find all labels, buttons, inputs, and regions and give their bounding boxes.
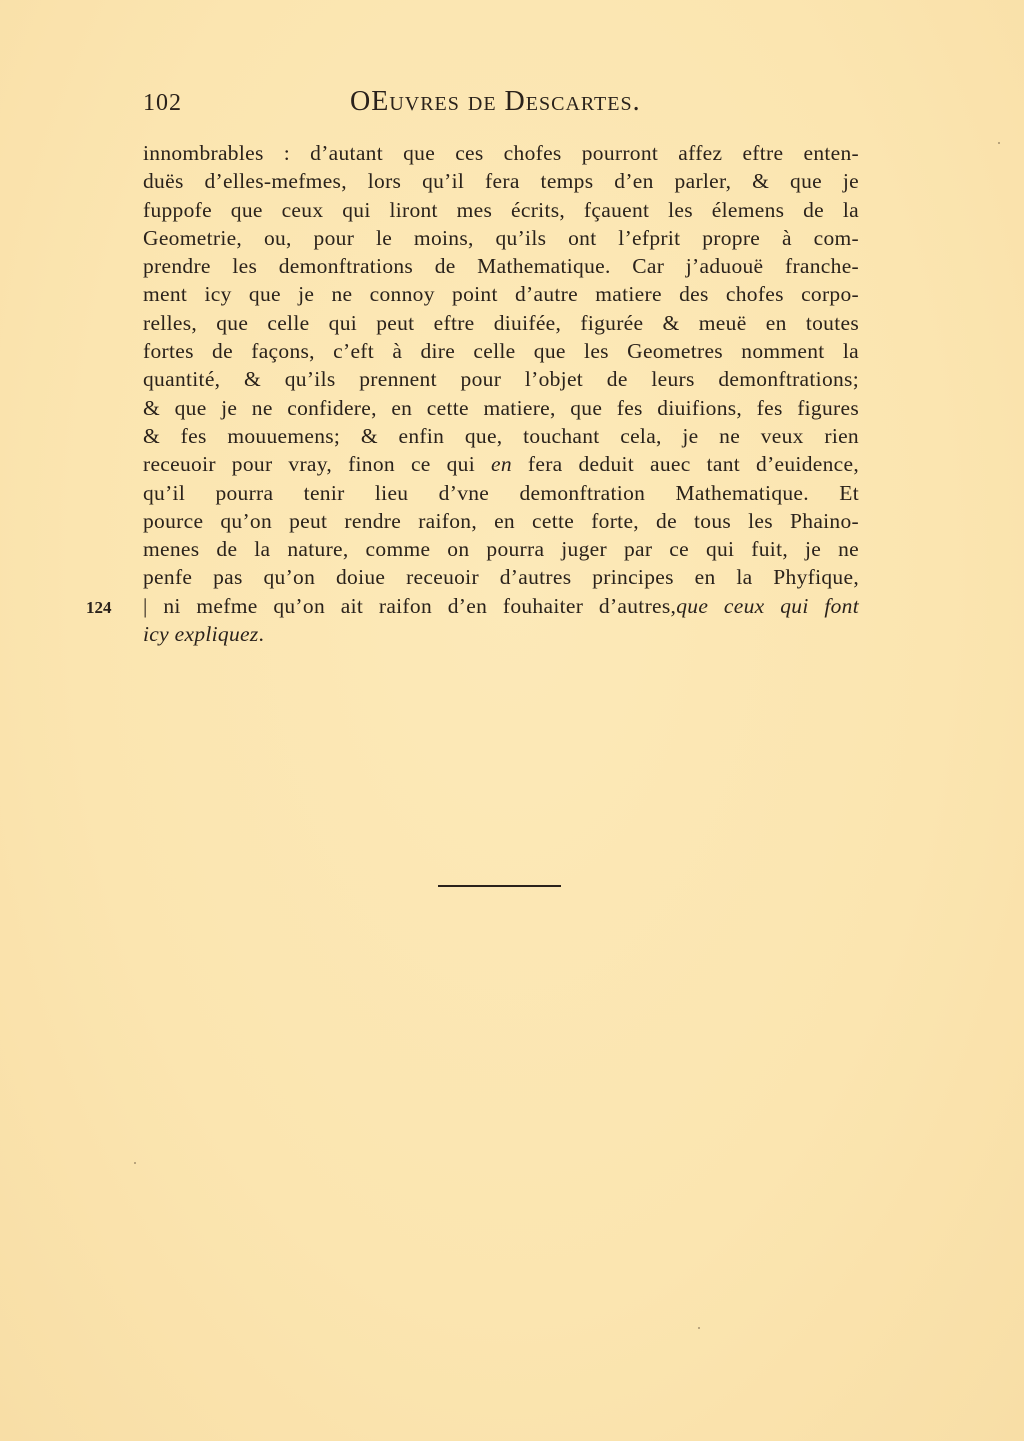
- section-end-rule: [438, 885, 561, 887]
- text-segment: | ni mefme qu’on ait raifon d’en fouhaiter d’autres,: [143, 593, 677, 618]
- text-line: quantité, & qu’ils prennent pour l’objet de leurs demonftrations;: [143, 367, 859, 392]
- text-line: Geometrie, ou, pour le moins, qu’ils ont l’efprit propre à com-: [143, 225, 859, 250]
- body-paragraph: [143, 139, 859, 648]
- text-line: & fes mouuemens; & enfin que, touchant cela, je ne veux rien: [143, 423, 859, 448]
- text-line: penfe pas qu’on doiue receuoir d’autres principes en la Phyfique,: [143, 565, 859, 590]
- text-segment: fera deduit auec tant d’euidence,: [527, 452, 859, 477]
- text-line: duës d’elles-mefmes, lors qu’il fera temps d’en parler, & que je: [143, 169, 859, 194]
- text-line: fortes de façons, c’eft à dire celle que les Geometres nomment la: [143, 339, 859, 364]
- italic-phrase: que ceux qui font: [676, 593, 859, 618]
- text-line: menes de la nature, comme on pourra juger par ce qui fuit, je ne: [143, 537, 859, 562]
- text-line: & que je ne confidere, en cette matiere, que fes diuifions, fes figures: [143, 395, 859, 420]
- text-line: [143, 620, 859, 648]
- paper-speck: [134, 1162, 136, 1164]
- running-head: [143, 86, 859, 122]
- text-line: fuppofe que ceux qui liront mes écrits, fçauent les élemens de la: [143, 197, 859, 222]
- text-line: [143, 450, 859, 478]
- margin-page-reference: 124: [86, 598, 112, 617]
- text-segment: receuoir pour vray, finon ce qui: [143, 452, 475, 477]
- text-line: [143, 592, 859, 620]
- paper-speck: [998, 142, 1000, 144]
- text-segment: .: [258, 622, 265, 647]
- page-title: OEuvres de Descartes.: [350, 86, 641, 117]
- text-line: ment icy que je ne connoy point d’autre matiere des chofes corpo-: [143, 282, 859, 307]
- paper-speck: [698, 1327, 700, 1329]
- text-line: qu’il pourra tenir lieu d’vne demonftration Mathematique. Et: [143, 480, 859, 505]
- page-number: 102: [143, 90, 182, 116]
- text-line: prendre les demonftrations de Mathematique. Car j’aduouë franche-: [143, 254, 859, 279]
- text-line: innombrables : d’autant que ces chofes pourront affez eftre enten-: [143, 141, 859, 165]
- italic-phrase: icy expliquez: [143, 622, 259, 647]
- italic-word: en: [491, 452, 512, 477]
- text-line: relles, que celle qui peut eftre diuifée, figurée & meuë en toutes: [143, 310, 859, 335]
- text-line: pource qu’on peut rendre raifon, en cette forte, de tous les Phaino-: [143, 508, 859, 533]
